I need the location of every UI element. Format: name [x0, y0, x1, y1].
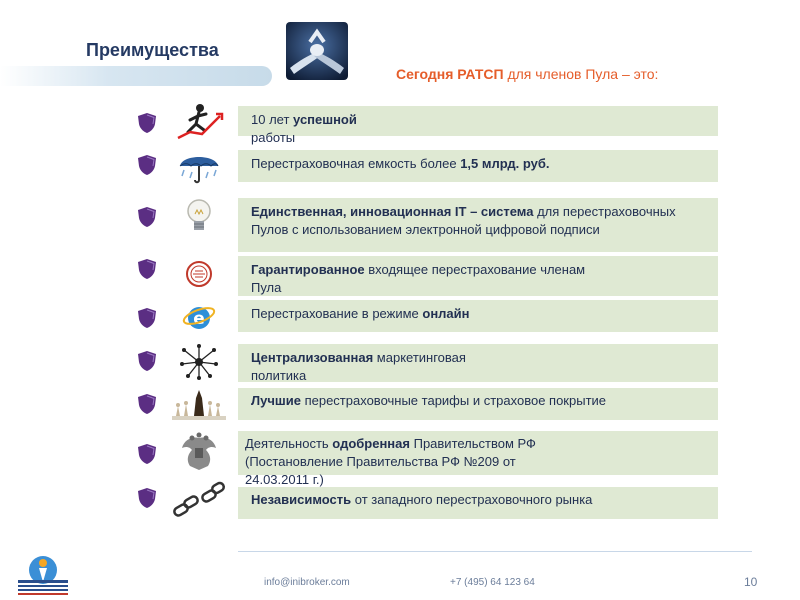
company-logo: [14, 554, 72, 598]
body-text: от западного перестраховочного рынка: [351, 492, 593, 507]
subtitle-accent: Сегодня РАТСП: [396, 66, 504, 82]
shield-bullet-icon: [137, 350, 157, 372]
advantage-text-1: [251, 111, 381, 147]
shield-bullet-icon: [137, 154, 157, 176]
shield-bullet-icon: [137, 206, 157, 228]
emphasis-text: Гарантированное: [251, 262, 365, 277]
footer-email[interactable]: info@inibroker.com: [264, 577, 350, 588]
shield-bullet-icon: [137, 393, 157, 415]
page-number: 10: [744, 575, 758, 589]
shield-bullet-icon: [137, 112, 157, 134]
body-text: Деятельность: [245, 436, 333, 451]
advantage-text-2: [251, 155, 591, 173]
shield-bullet-icon: [137, 258, 157, 280]
emphasis-text: Централизованная: [251, 350, 374, 365]
page-title: Преимущества: [86, 40, 219, 60]
broken-chain-icon: [172, 480, 226, 520]
body-text: работы: [251, 130, 296, 145]
subtitle-rest: для членов Пула – это:: [503, 66, 659, 82]
emphasis-text: 1,5 млрд. руб.: [460, 156, 550, 171]
body-text: входящее перестрахование членам Пула: [251, 262, 586, 295]
advantage-text-7: [251, 392, 611, 410]
advantage-text-9: [251, 491, 631, 509]
svg-text:e: e: [193, 309, 205, 329]
network-hub-icon: [172, 342, 226, 382]
body-text: Перестрахование в режиме: [251, 306, 423, 321]
internet-explorer-icon: [172, 298, 226, 338]
body-text: маркетинговая политика: [251, 350, 466, 383]
body-text: Перестраховочная емкость более: [251, 156, 461, 171]
advantage-text-5: [251, 305, 471, 323]
body-text: Правительством РФ (Постановление Правительства РФ №209 от 24.03.2011 г.): [245, 436, 536, 487]
emphasis-text: успешной: [293, 112, 357, 127]
body-text: 10 лет: [251, 112, 294, 127]
chess-pieces-icon: [172, 386, 226, 426]
handshake-image: [286, 22, 348, 80]
body-text: для перестраховочных Пулов с использованием электронной цифровой подписи: [251, 204, 676, 237]
shield-bullet-icon: [137, 307, 157, 329]
running-man-chart-icon: [172, 102, 226, 142]
advantage-text-3: [251, 203, 691, 239]
coat-of-arms-icon: [172, 432, 226, 472]
shield-bullet-icon: [137, 443, 157, 465]
title-underline-bar: [0, 66, 272, 86]
advantage-text-6: [251, 349, 521, 385]
emphasis-text: онлайн: [422, 306, 470, 321]
stamp-icon: [172, 254, 226, 294]
light-bulb-icon: [172, 196, 226, 236]
emphasis-text: Независимость: [251, 492, 352, 507]
body-text: перестраховочные тарифы и страховое покрытие: [300, 393, 607, 408]
emphasis-text: одобренная: [332, 436, 410, 451]
subtitle: [396, 64, 696, 85]
emphasis-text: Единственная, инновационная IT – система: [251, 204, 534, 219]
umbrella-rain-icon: [172, 146, 226, 186]
advantage-text-4: [251, 261, 611, 297]
advantage-text-8: [245, 435, 580, 489]
footer-divider: [238, 551, 752, 552]
footer-phone: +7 (495) 64 123 64: [450, 577, 535, 588]
emphasis-text: Лучшие: [251, 393, 301, 408]
shield-bullet-icon: [137, 487, 157, 509]
